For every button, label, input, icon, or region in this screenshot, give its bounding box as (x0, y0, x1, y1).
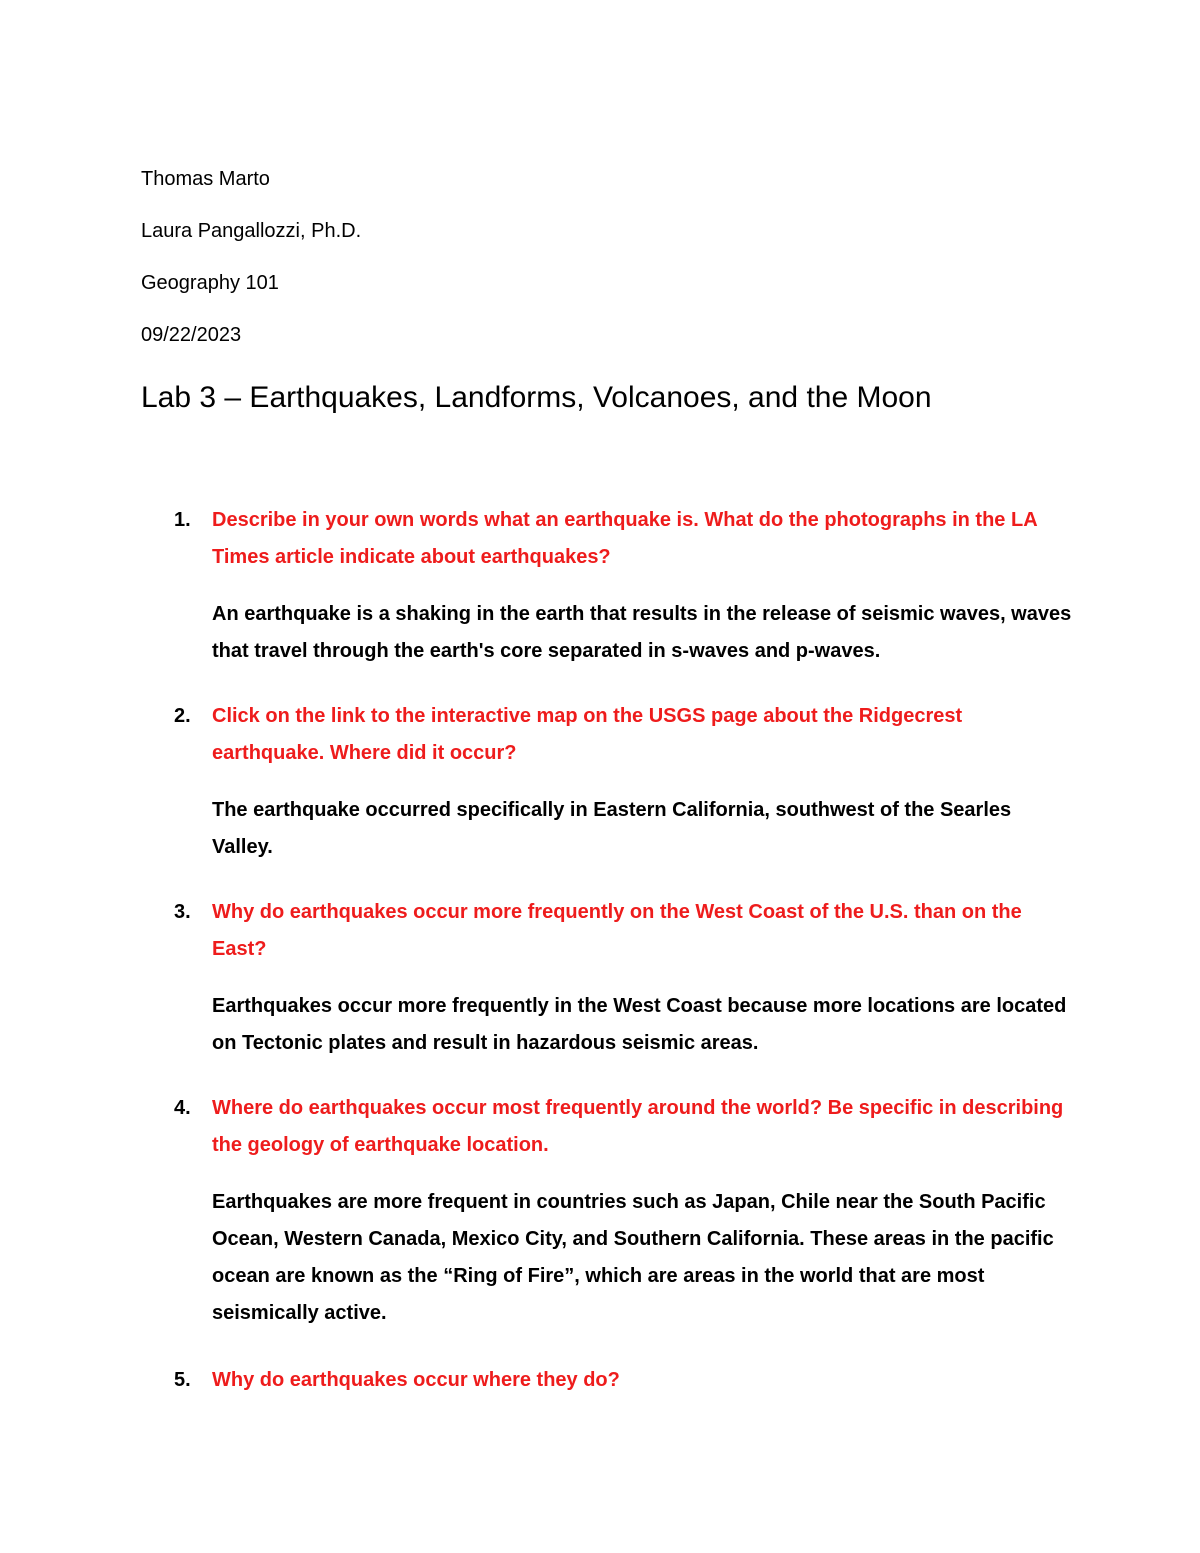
course-name: Geography 101 (141, 272, 279, 294)
question-block-5 (0, 1362, 1200, 1399)
instructor-name: Laura Pangallozzi, Ph.D. (141, 220, 362, 242)
question-prompt: Describe in your own words what an earthquake is. What do the photographs in the LA Times article indicate about earthquakes? (212, 509, 1037, 568)
question-text (0, 894, 1072, 968)
answer-text: Earthquakes occur more frequently in the West Coast because more locations are located on Tectonic plates and result in hazardous seismic areas. (212, 995, 1067, 1054)
answer-text: Earthquakes are more frequent in countries such as Japan, Chile near the South Pacific Ocean, Western Canada, Mexico City, and Southern California. These areas in the pacific ocean are known as the “Ring of Fire”, which are areas in the world that are most seismically active. (212, 1191, 1054, 1324)
document-header (141, 166, 1041, 374)
question-number: 5. (174, 1369, 191, 1391)
question-block-4 (0, 1090, 1200, 1332)
question-block-3 (0, 894, 1200, 1062)
question-text (0, 1362, 1072, 1399)
question-prompt: Why do earthquakes occur more frequently on the West Coast of the U.S. than on the East? (212, 901, 1022, 960)
answer-text: The earthquake occurred specifically in Eastern California, southwest of the Searles Valley. (212, 799, 1012, 858)
question-number: 1. (174, 509, 191, 531)
student-name: Thomas Marto (141, 168, 270, 190)
question-text (0, 502, 1072, 576)
question-prompt: Click on the link to the interactive map on the USGS page about the Ridgecrest earthquake. Where did it occur? (212, 705, 963, 764)
question-block-1 (0, 502, 1200, 670)
question-number: 4. (174, 1097, 191, 1119)
answer-text: An earthquake is a shaking in the earth that results in the release of seismic waves, waves that travel through the earth's core separated in s-waves and p-waves. (212, 603, 1072, 662)
question-number: 3. (174, 901, 191, 923)
question-text (0, 1090, 1072, 1164)
question-text (0, 698, 1072, 772)
document-date: 09/22/2023 (141, 324, 242, 346)
question-number: 2. (174, 705, 191, 727)
question-prompt: Why do earthquakes occur where they do? (212, 1369, 620, 1391)
document-title: Lab 3 – Earthquakes, Landforms, Volcanoes, and the Moon (141, 381, 932, 414)
question-block-2 (0, 698, 1200, 866)
question-prompt: Where do earthquakes occur most frequently around the world? Be specific in describing the geology of earthquake location. (212, 1097, 1064, 1156)
